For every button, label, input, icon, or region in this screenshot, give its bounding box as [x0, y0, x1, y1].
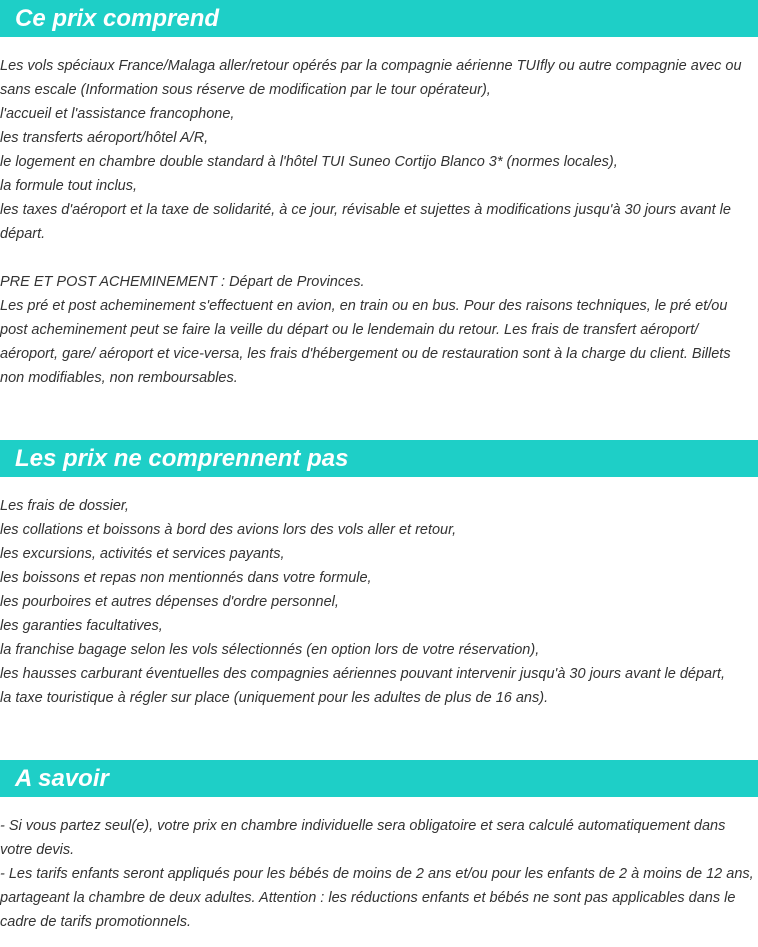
not-included-line: la franchise bagage selon les vols sélectionnés (en option lors de votre réservation), [0, 642, 540, 658]
section-header-good-to-know [0, 760, 758, 797]
included-line-welcome: l'accueil et l'assistance francophone, [0, 106, 235, 122]
not-included-line: les pourboires et autres dépenses d'ordre personnel, [0, 594, 339, 610]
included-line-pre-post-heading: PRE ET POST ACHEMINEMENT : Départ de Provinces. [0, 274, 365, 290]
blank-line [0, 246, 758, 270]
not-included-line: la taxe touristique à régler sur place (uniquement pour les adultes de plus de 16 ans). [0, 690, 549, 706]
included-line-taxes: les taxes d'aéroport et la taxe de solidarité, à ce jour, révisable et sujettes à modifications jusqu'à 30 jours avant le départ. [0, 202, 731, 242]
included-line-lodging: le logement en chambre double standard à l'hôtel TUI Suneo Cortijo Blanco 3* (normes locales), [0, 154, 618, 170]
section-title: A savoir [15, 765, 109, 792]
not-included-line: les boissons et repas non mentionnés dans votre formule, [0, 570, 372, 586]
section-title: Ce prix comprend [15, 5, 220, 32]
section-body-included [0, 54, 758, 390]
included-line-formula: la formule tout inclus, [0, 178, 138, 194]
good-to-know-line-single: - Si vous partez seul(e), votre prix en chambre individuelle sera obligatoire et sera calculé automatiquement dans votre devis. [0, 818, 726, 858]
included-line-pre-post-details: Les pré et post acheminement s'effectuent en avion, en train ou en bus. Pour des raisons techniques, le pré et/ou post acheminement peut se faire la veille du départ ou le lendemain du retour. Les frais de transfert aéroport/ aéroport, gare/ aéroport et vice-versa, les frais d'hébergement ou de restauration sont à la charge du client. Billets non modifiables, non remboursables. [0, 298, 731, 386]
not-included-line: les hausses carburant éventuelles des compagnies aériennes pouvant intervenir jusqu'à 30 jours avant le départ, [0, 666, 725, 682]
not-included-line: les collations et boissons à bord des avions lors des vols aller et retour, [0, 522, 457, 538]
section-header-not-included [0, 440, 758, 477]
section-title: Les prix ne comprennent pas [15, 445, 349, 472]
included-line-flights: Les vols spéciaux France/Malaga aller/retour opérés par la compagnie aérienne TUIfly ou autre compagnie avec ou sans escale (Information sous réserve de modification par le tour opérateur), [0, 58, 742, 98]
section-body-not-included [0, 494, 758, 710]
not-included-line: les garanties facultatives, [0, 618, 163, 634]
not-included-line: Les frais de dossier, [0, 498, 129, 514]
section-header-included [0, 0, 758, 37]
included-line-transfers: les transferts aéroport/hôtel A/R, [0, 130, 209, 146]
good-to-know-line-children: - Les tarifs enfants seront appliqués pour les bébés de moins de 2 ans et/ou pour les enfants de 2 à moins de 12 ans, partageant la chambre de deux adultes. Attention : les réductions enfants et bébés ne sont pas applicables dans le cadre de tarifs promotionnels. [0, 866, 754, 930]
section-body-good-to-know [0, 814, 758, 934]
not-included-line: les excursions, activités et services payants, [0, 546, 285, 562]
